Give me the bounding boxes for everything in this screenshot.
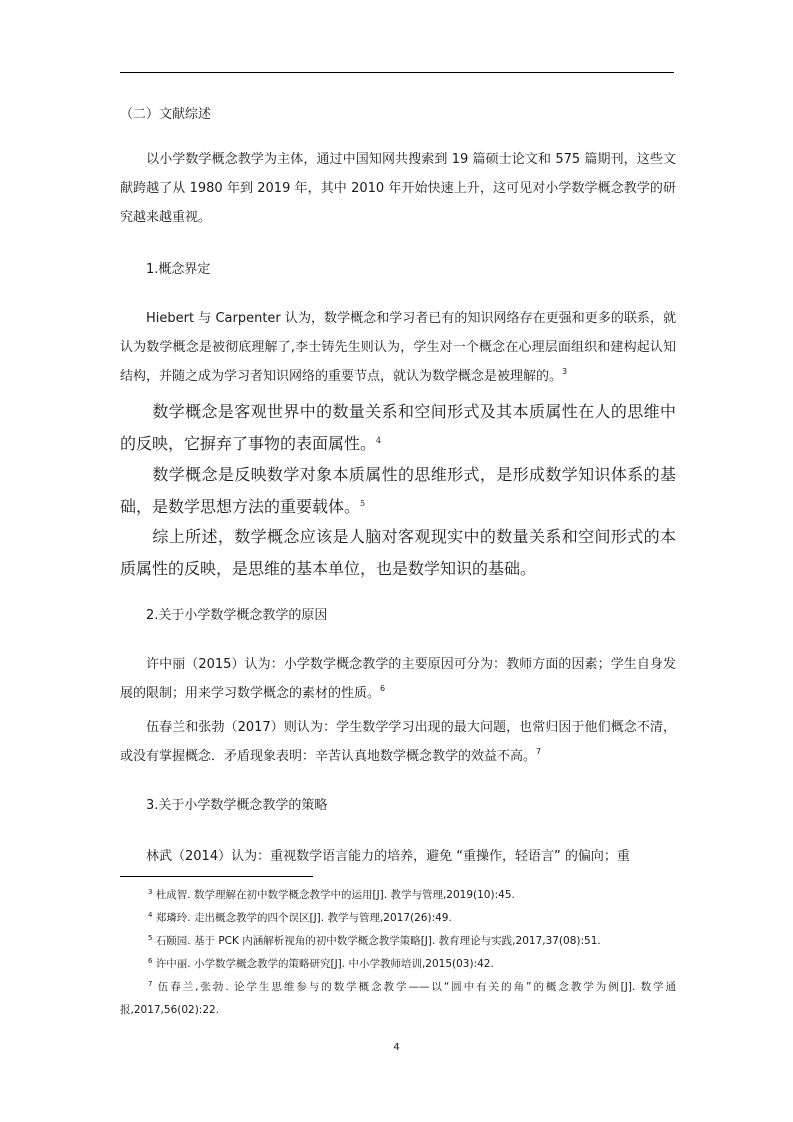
footnotes <box>120 884 676 1022</box>
sub3-heading: 3.关于小学数学概念教学的策略 <box>146 798 328 813</box>
intro-paragraph: 以小学数学概念教学为主体，通过中国知网共搜索到 19 篇硕士论文和 575 篇期刊，这些文献跨越了从 1980 年到 2019 年，其中 2010 年开始快速上升，这可见对小学数学概念教学的研究越来越重视。 <box>120 152 676 225</box>
footnote-ref: 6 <box>380 684 386 693</box>
sub2-paragraph-2: 伍春兰和张勃（2017）则认为：学生数学学习出现的最大问题，也常归因于他们概念不清，或没有掌握概念．矛盾现象表明：辛苦认真地数学概念教学的效益不高。$^7$ <box>120 720 676 764</box>
footnote-5: $^5$ 石颐园. 基于 PCK 内涵解析视角的初中数学概念教学策略[J]. 教育理论与实践,2017,37(08):51. <box>148 934 601 947</box>
sub1-heading: 1.概念界定 <box>146 262 211 277</box>
footnote-ref: 4 <box>376 436 382 445</box>
sub1-paragraph-3: 数学概念是反映数学对象本质属性的思维形式，是形成数学知识体系的基础，是数学思想方法的重要载体。$^5$ <box>120 465 676 516</box>
sub2-heading: 2.关于小学数学概念教学的原因 <box>146 608 328 623</box>
footnote-7: $^7$ 伍春兰,张勃. 论学生思维参与的数学概念教学——以“圆中有关的角”的概念教学为例[J]. 数学通报,2017,56(02):22. <box>120 980 677 1016</box>
header-rule <box>120 72 674 73</box>
footnote-6: $^6$ 许中丽. 小学数学概念教学的策略研究[J]. 中小学教师培训,2015(03):42. <box>148 957 494 970</box>
page-number: 4 <box>393 1042 400 1053</box>
footnote-4: $^4$ 郑璘玲. 走出概念教学的四个误区[J]. 教学与管理,2017(26):49. <box>148 911 452 924</box>
footnote-3: $^3$ 杜成智. 数学理解在初中数学概念教学中的运用[J]. 教学与管理,2019(10):45. <box>148 888 515 901</box>
sub1-paragraph-1: Hiebert 与 Carpenter 认为，数学概念和学习者已有的知识网络存在更强和更多的联系，就认为数学概念是被彻底理解了,李士铸先生则认为，学生对一个概念在心理层面组织和建构起认知结构，并随之成为学习者知识网络的重要节点，就认为数学概念是被理解的。$^3$ <box>120 311 676 384</box>
footnote-ref: 5 <box>360 499 366 508</box>
section-heading: （二）文献综述 <box>120 107 212 122</box>
footnote-ref: 7 <box>536 747 542 756</box>
sub1-paragraph-2: 数学概念是客观世界中的数量关系和空间形式及其本质属性在人的思维中的反映，它摒弃了事物的表面属性。$^4$ <box>120 402 676 453</box>
sub1-paragraph-4: 综上所述，数学概念应该是人脑对客观现实中的数量关系和空间形式的本质属性的反映，是思维的基本单位，也是数学知识的基础。 <box>120 527 676 578</box>
sub3-paragraph-1: 林武（2014）认为：重视数学语言能力的培养，避免 “重操作，轻语言” 的偏向；重 <box>146 849 630 864</box>
footnote-ref: 3 <box>562 367 568 376</box>
footnote-rule <box>120 876 313 877</box>
sub2-paragraph-1: 许中丽（2015）认为：小学数学概念教学的主要原因可分为：教师方面的因素；学生自身发展的限制；用来学习数学概念的素材的性质。$^6$ <box>120 657 676 701</box>
